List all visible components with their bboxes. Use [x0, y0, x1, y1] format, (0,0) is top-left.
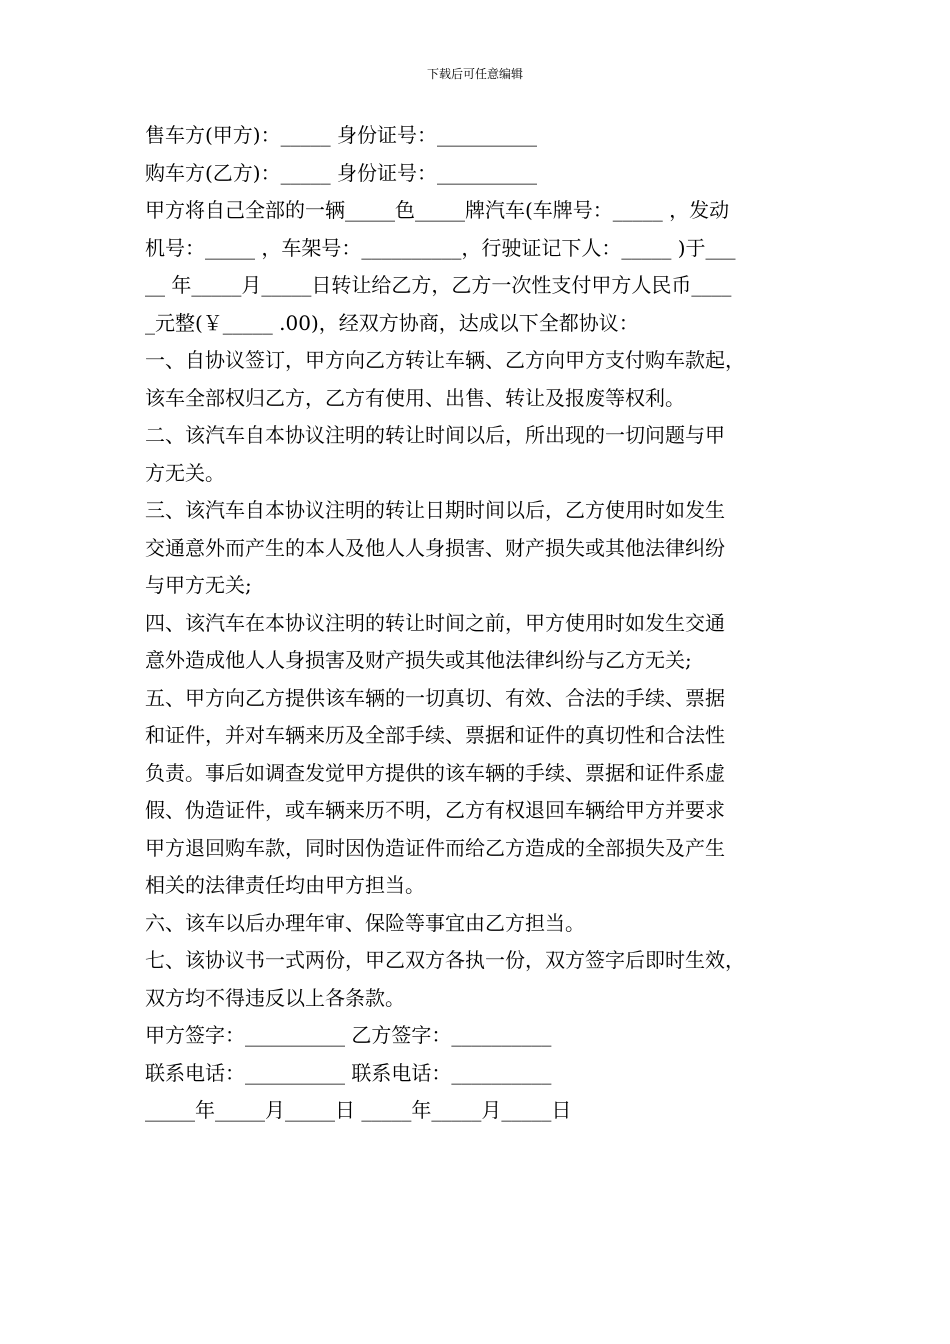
seller-line: 售车方(甲方)：_____ 身份证号：__________ — [145, 123, 537, 147]
clause-4-line: 四、该汽车在本协议注明的转让时间之前，甲方使用时如发生交通 — [145, 610, 725, 635]
signature-line: 甲方签字：__________ 乙方签字：__________ — [145, 1023, 552, 1047]
clause-5-line: 和证件，并对车辆来历及全部手续、票据和证件的真切性和合法性 — [145, 723, 725, 747]
clause-5-line: 假、伪造证件，或车辆来历不明，乙方有权退回车辆给甲方并要求 — [145, 798, 725, 822]
body-line: _元整(￥_____ .00)，经双方协商，达成以下全都协议： — [145, 310, 639, 335]
clause-1-line: 一、自协议签订，甲方向乙方转让车辆、乙方向甲方支付购车款起， — [145, 348, 745, 372]
clause-5-line: 甲方退回购车款，同时因伪造证件而给乙方造成的全部损失及产生 — [145, 835, 725, 860]
clause-3-line: 三、该汽车自本协议注明的转让日期时间以后，乙方使用时如发生 — [145, 498, 725, 522]
body-line: 机号：_____ ，车架号：__________，行驶证记下人：_____ )于___ — [145, 235, 736, 260]
clause-5-line: 五、甲方向乙方提供该车辆的一切真切、有效、合法的手续、票据 — [145, 685, 725, 710]
body-line: 甲方将自己全部的一辆_____色_____牌汽车(车牌号：_____ ，发动 — [145, 198, 730, 222]
clause-2-line: 二、该汽车自本协议注明的转让时间以后，所出现的一切问题与甲 — [145, 423, 725, 447]
clause-6-line: 六、该车以后办理年审、保险等事宜由乙方担当。 — [145, 910, 585, 935]
clause-1-line: 该车全部权归乙方，乙方有使用、出售、转让及报废等权利。 — [145, 385, 685, 410]
body-line: __ 年_____月_____日转让给乙方，乙方一次性支付甲方人民币____ — [145, 273, 732, 297]
clause-4-line: 意外造成他人人身损害及财产损失或其他法律纠纷与乙方无关; — [145, 648, 692, 672]
clause-5-line: 相关的法律责任均由甲方担当。 — [145, 873, 425, 897]
clause-3-line: 交通意外而产生的本人及他人人身损害、财产损失或其他法律纠纷 — [145, 535, 725, 560]
page-header: 下载后可任意编辑 — [426, 67, 523, 81]
clause-3-line: 与甲方无关; — [145, 573, 252, 597]
clause-7-line: 双方均不得违反以上各条款。 — [145, 985, 405, 1010]
clause-5-line: 负责。事后如调查发觉甲方提供的该车辆的手续、票据和证件系虚 — [145, 760, 725, 785]
contract-body — [145, 117, 810, 1130]
buyer-line: 购车方(乙方)：_____ 身份证号：__________ — [145, 160, 537, 185]
phone-line: 联系电话：__________ 联系电话：__________ — [145, 1060, 552, 1085]
clause-2-line: 方无关。 — [145, 460, 225, 485]
clause-7-line: 七、该协议书一式两份，甲乙双方各执一份，双方签字后即时生效， — [145, 948, 745, 972]
date-line: _____年_____月_____日 _____年_____月_____日 — [145, 1098, 572, 1122]
